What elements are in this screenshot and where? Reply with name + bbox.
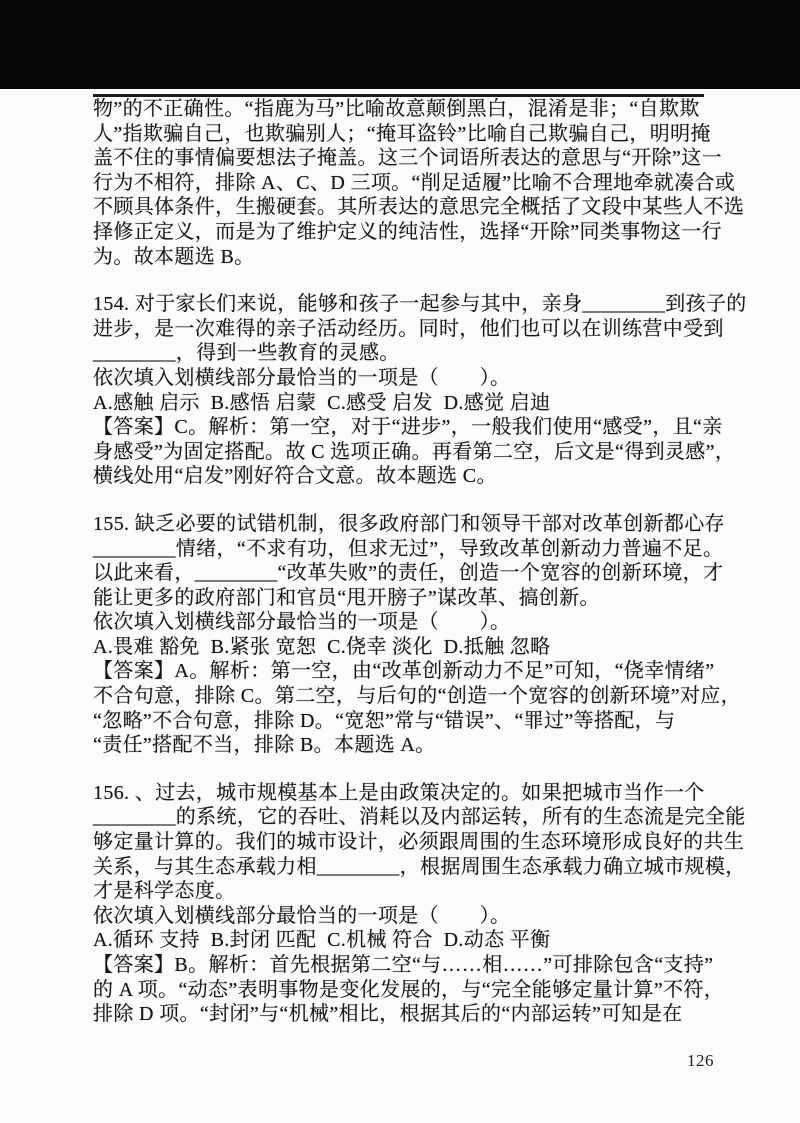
question-156-block	[93, 781, 746, 1027]
question-155-stem	[93, 512, 725, 610]
scan-dark-margin	[0, 0, 800, 89]
text-line: 物”的不正确性。“指鹿为马”比喻故意颠倒黑白，混淆是非；“自欺欺	[93, 98, 700, 120]
text-line: ________，得到一些教育的灵感。	[93, 342, 400, 365]
question-155-prompt: 依次填入划横线部分最恰当的一项是（ ）。	[93, 611, 511, 634]
question-155-block	[93, 512, 741, 758]
text-line: 够定量计算的。我们的城市设计，必须跟周围的生态环境形成良好的共生	[93, 831, 745, 854]
page-number: 126	[687, 1051, 714, 1070]
question-156-answer-explanation	[93, 953, 725, 1027]
text-line: 154. 对于家长们来说，能够和孩子一起参与其中，亲身________到孩子的	[93, 293, 747, 316]
text-line: 155. 缺乏必要的试错机制，很多政府部门和领导干部对改革创新都心存	[93, 512, 725, 535]
text-line: 横线处用“启发”刚好符合文意。故本题选 C。	[93, 465, 497, 488]
text-line: 择修正定义，而是为了维护定义的纯洁性，选择“开除”同类事物这一行	[93, 220, 722, 243]
text-line: 盖不住的事情偏要想法子掩盖。这三个词语所表达的意思与“开除”这一	[93, 147, 722, 170]
question-156-prompt: 依次填入划横线部分最恰当的一项是（ ）。	[93, 904, 511, 927]
text-line: 【答案】C。解析：第一空，对于“进步”，一般我们使用“感受”，且“亲	[93, 416, 723, 439]
question-156-stem	[93, 781, 746, 904]
question-155-options: A.畏难 豁免 B.紧张 宽恕 C.侥幸 淡化 D.抵触 忽略	[93, 635, 551, 658]
question-154-options: A.感触 启示 B.感悟 启蒙 C.感受 启发 D.感觉 启迪	[93, 391, 551, 414]
text-line: “忽略”不合句意，排除 D。“宽恕”常与“错误”、“罪过”等搭配，与	[93, 709, 676, 732]
question-155-answer-explanation	[93, 659, 741, 757]
text-line: 人”指欺骗自己，也欺骗别人；“掩耳盗铃”比喻自己欺骗自己，明明掩	[93, 122, 711, 145]
text-line: 才是科学态度。	[93, 880, 236, 903]
text-line: 身感受”为固定搭配。故 C 选项正确。再看第二空，后文是“得到灵感”，	[93, 440, 736, 463]
text-line: 【答案】B。解析：首先根据第二空“与……相……”可排除包含“支持”	[93, 954, 714, 976]
page-content	[93, 97, 747, 1027]
continuation-text	[93, 97, 745, 269]
text-line: 的 A 项。“动态”表明事物是变化发展的，与“完全能够定量计算”不符，	[93, 978, 725, 1001]
text-line: 以此来看，________“改革失败”的责任，创造一个宽容的创新环境，才	[93, 562, 724, 585]
question-154-answer-explanation	[93, 415, 736, 489]
text-line: 排除 D 项。“封闭”与“机械”相比，根据其后的“内部运转”可知是在	[93, 1003, 683, 1026]
question-154-stem	[93, 292, 747, 366]
text-line: 不合句意，排除 C。第二空，与后句的“创造一个宽容的创新环境”对应，	[93, 685, 741, 708]
text-line: 【答案】A。解析：第一空，由“改革创新动力不足”可知，“侥幸情绪”	[93, 660, 715, 683]
text-line: ________情绪，“不求有功，但求无过”，导致改革创新动力普遍不足。	[93, 537, 724, 560]
text-line: 行为不相符，排除 A、C、D 三项。“削足适履”比喻不合理地牵就凑合或	[93, 171, 736, 194]
text-line: 不顾具体条件，生搬硬套。其所表达的意思完全概括了文段中某些人不选	[93, 196, 745, 219]
text-line: 为。故本题选 B。	[93, 245, 255, 268]
text-line: 156. 、过去，城市规模基本上是由政策决定的。如果把城市当作一个	[93, 781, 705, 804]
text-line: 关系，与其生态承载力相________，根据周围生态承载力确立城市规模，	[93, 855, 746, 878]
question-154-block	[93, 292, 747, 489]
question-154-prompt: 依次填入划横线部分最恰当的一项是（ ）。	[93, 366, 511, 389]
text-line: ________的系统，它的吞吐、消耗以及内部运转，所有的生态流是完全能	[93, 806, 746, 829]
question-156-options: A.循环 支持 B.封闭 匹配 C.机械 符合 D.动态 平衡	[93, 929, 551, 952]
text-line: 进步，是一次难得的亲子活动经历。同时，他们也可以在训练营中受到	[93, 317, 724, 340]
text-line: 能让更多的政府部门和官员“甩开膀子”谋改革、搞创新。	[93, 586, 600, 609]
answer-continuation-block	[93, 97, 745, 269]
text-line: “责任”搭配不当，排除 B。本题选 A。	[93, 734, 436, 757]
